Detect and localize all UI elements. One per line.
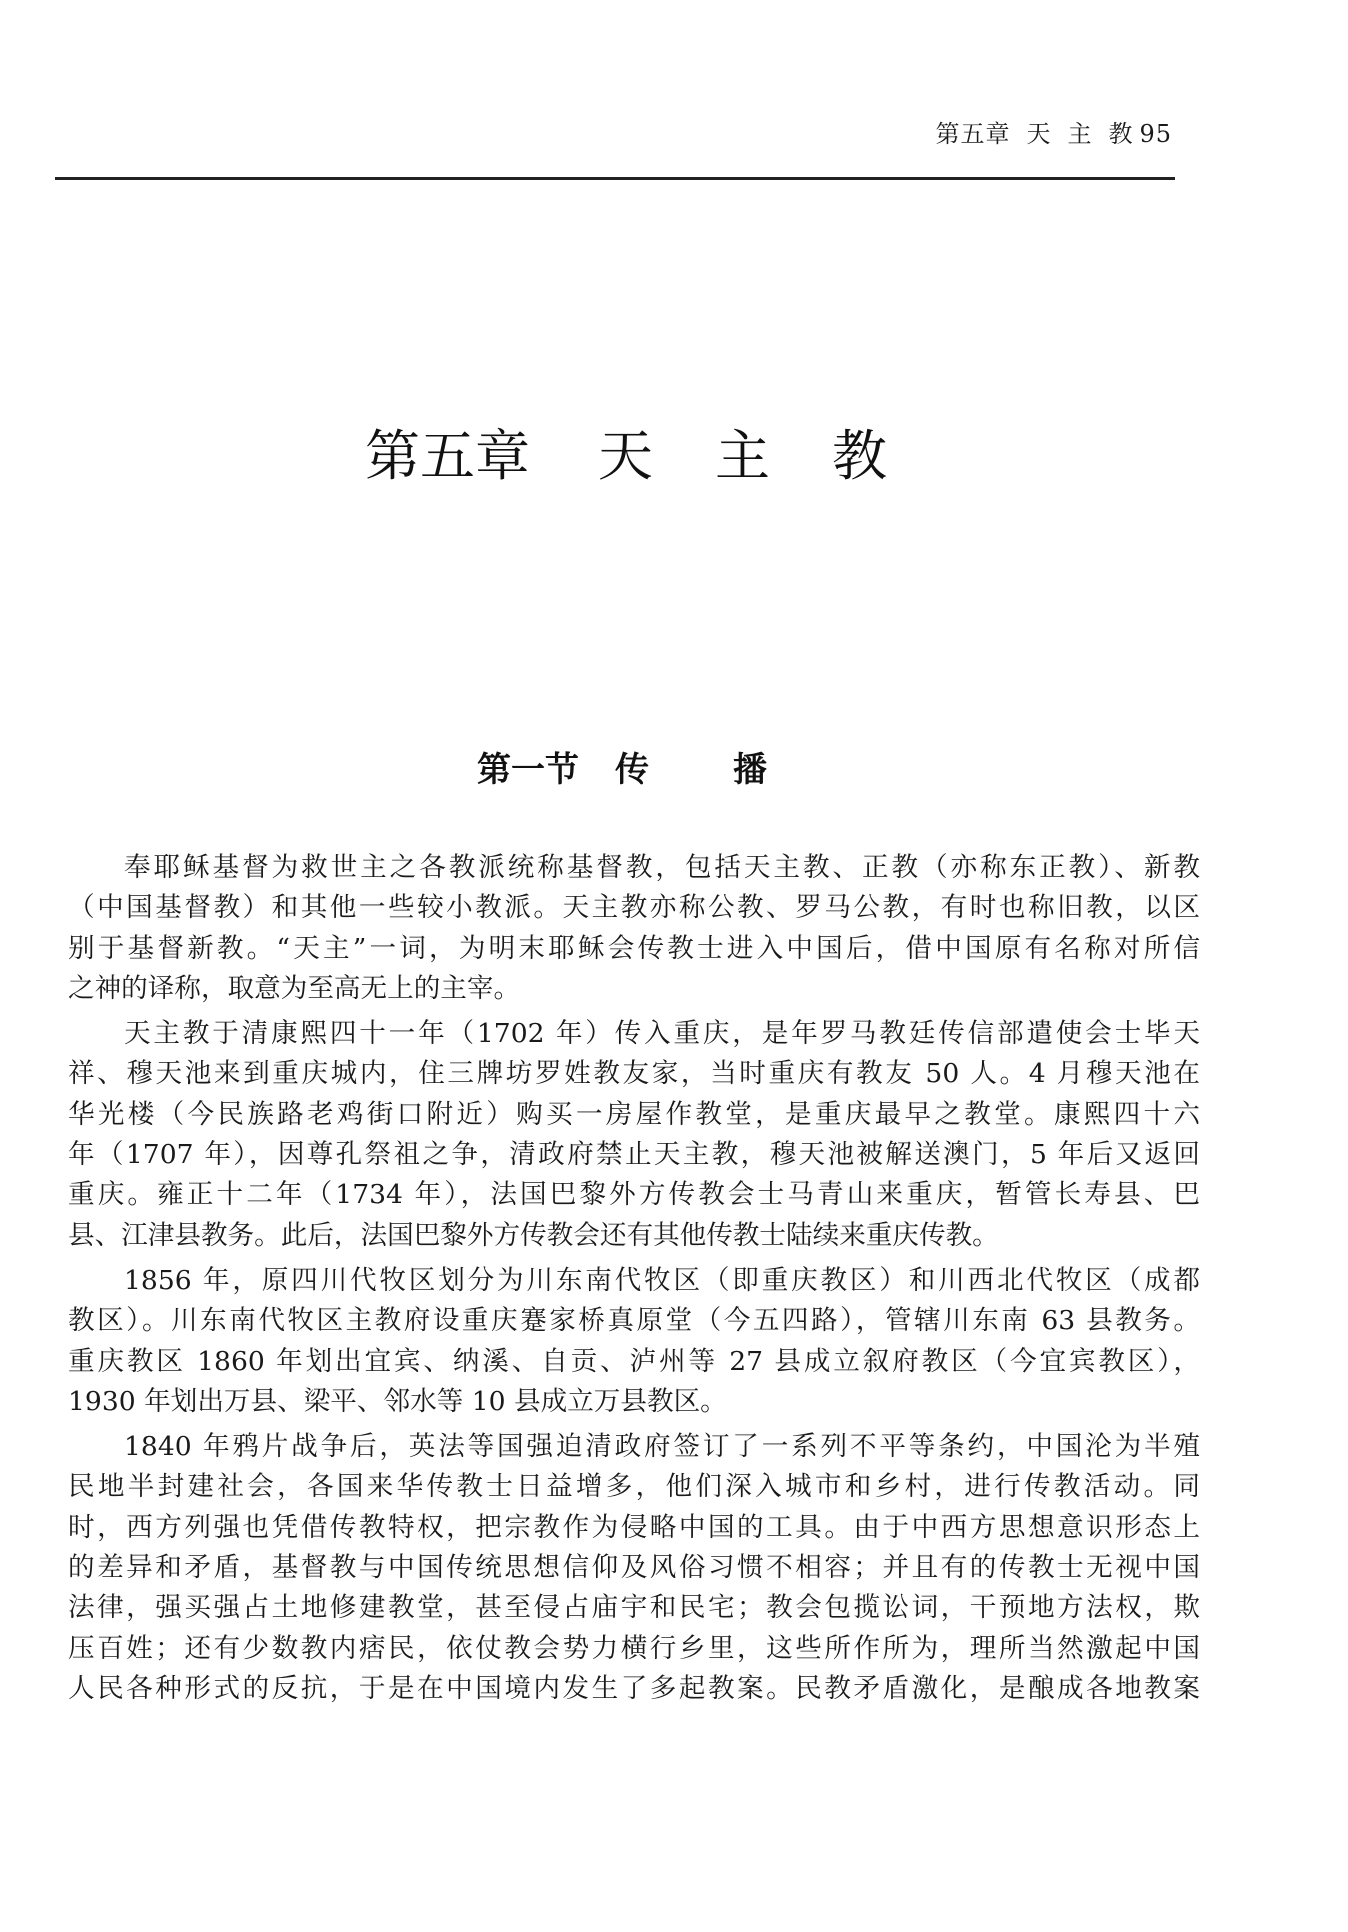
paragraph-line: 祥、穆天池来到重庆城内，住三牌坊罗姓教友家，当时重庆有教友 50 人。4 月穆天池在	[68, 1058, 1200, 1090]
paragraph-line: 的差异和矛盾，基督教与中国传统思想信仰及风俗习惯不相容；并且有的传教士无视中国	[68, 1552, 1200, 1584]
running-head	[935, 114, 1172, 149]
paragraph-line: 华光楼（今民族路老鸡街口附近）购买一房屋作教堂，是重庆最早之教堂。康熙四十六	[68, 1098, 1200, 1130]
paragraph-line: 1856 年，原四川代牧区划分为川东南代牧区（即重庆教区）和川西北代牧区（成都	[124, 1264, 1200, 1296]
paragraph-line: 时，西方列强也凭借传教特权，把宗教作为侵略中国的工具。由于中西方思想意识形态上	[68, 1511, 1200, 1543]
running-head-word-1: 天	[1026, 120, 1052, 148]
paragraph-4	[68, 1427, 1200, 1709]
running-head-word-3: 教	[1108, 120, 1134, 148]
paragraph-1	[68, 848, 1200, 1009]
paragraph-line: 1840 年鸦片战争后，英法等国强迫清政府签订了一系列不平等条约，中国沦为半殖	[124, 1431, 1200, 1463]
paragraph-line: 法律，强买强占土地修建教堂，甚至侵占庙宇和民宅；教会包揽讼词，干预地方法权，欺	[68, 1592, 1200, 1624]
paragraph-line: 民地半封建社会，各国来华传教士日益增多，他们深入城市和乡村，进行传教活动。同	[68, 1471, 1200, 1503]
section-title	[477, 742, 767, 791]
section-title-word-1: 传	[615, 750, 649, 790]
section-title-prefix: 第一节	[477, 750, 579, 790]
paragraph-line: 重庆。雍正十二年（1734 年），法国巴黎外方传教会士马青山来重庆，暂管长寿县、巴	[68, 1179, 1200, 1211]
section-title-word-2: 播	[733, 750, 767, 790]
paragraph-line: 县、江津县教务。此后，法国巴黎外方传教会还有其他传教士陆续来重庆传教。	[68, 1219, 999, 1251]
paragraph-line: 别于基督新教。“天主”一词，为明末耶稣会传教士进入中国后，借中国原有名称对所信	[68, 932, 1200, 964]
paragraph-line: 教区）。川东南代牧区主教府设重庆蹇家桥真原堂（今五四路），管辖川东南 63 县教务。	[68, 1305, 1200, 1337]
chapter-title	[365, 412, 887, 491]
running-head-chapter: 第五章	[935, 120, 1011, 148]
chapter-title-word-1: 天	[598, 424, 654, 488]
running-head-word-2: 主	[1067, 120, 1093, 148]
paragraph-line: 年（1707 年），因尊孔祭祖之争，清政府禁止天主教，穆天池被解送澳门，5 年后又返回	[68, 1139, 1200, 1171]
paragraph-3	[68, 1261, 1200, 1422]
paragraph-line: 之神的译称，取意为至高无上的主宰。	[68, 972, 521, 1004]
paragraph-line: 天主教于清康熙四十一年（1702 年）传入重庆，是年罗马教廷传信部遣使会士毕天	[124, 1018, 1200, 1050]
chapter-title-word-3: 教	[832, 424, 888, 488]
paragraph-2	[68, 1014, 1200, 1256]
page-number: 95	[1139, 120, 1172, 148]
paragraph-line: 重庆教区 1860 年划出宜宾、纳溪、自贡、泸州等 27 县成立叙府教区（今宜宾教区），	[68, 1345, 1200, 1377]
paragraph-line: 奉耶稣基督为救世主之各教派统称基督教，包括天主教、正教（亦称东正教）、新教	[124, 852, 1200, 883]
header-rule	[55, 177, 1175, 180]
body-text	[68, 848, 1200, 1709]
paragraph-line: 人民各种形式的反抗，于是在中国境内发生了多起教案。民教矛盾激化，是酿成各地教案	[68, 1672, 1200, 1704]
chapter-title-word-2: 主	[715, 424, 771, 488]
paragraph-line: （中国基督教）和其他一些较小教派。天主教亦称公教、罗马公教，有时也称旧教，以区	[68, 892, 1200, 924]
paragraph-line: 1930 年划出万县、梁平、邻水等 10 县成立万县教区。	[68, 1385, 727, 1417]
paragraph-line: 压百姓；还有少数教内痞民，依仗教会势力横行乡里，这些所作所为，理所当然激起中国	[68, 1632, 1200, 1664]
chapter-title-prefix: 第五章	[365, 424, 531, 488]
